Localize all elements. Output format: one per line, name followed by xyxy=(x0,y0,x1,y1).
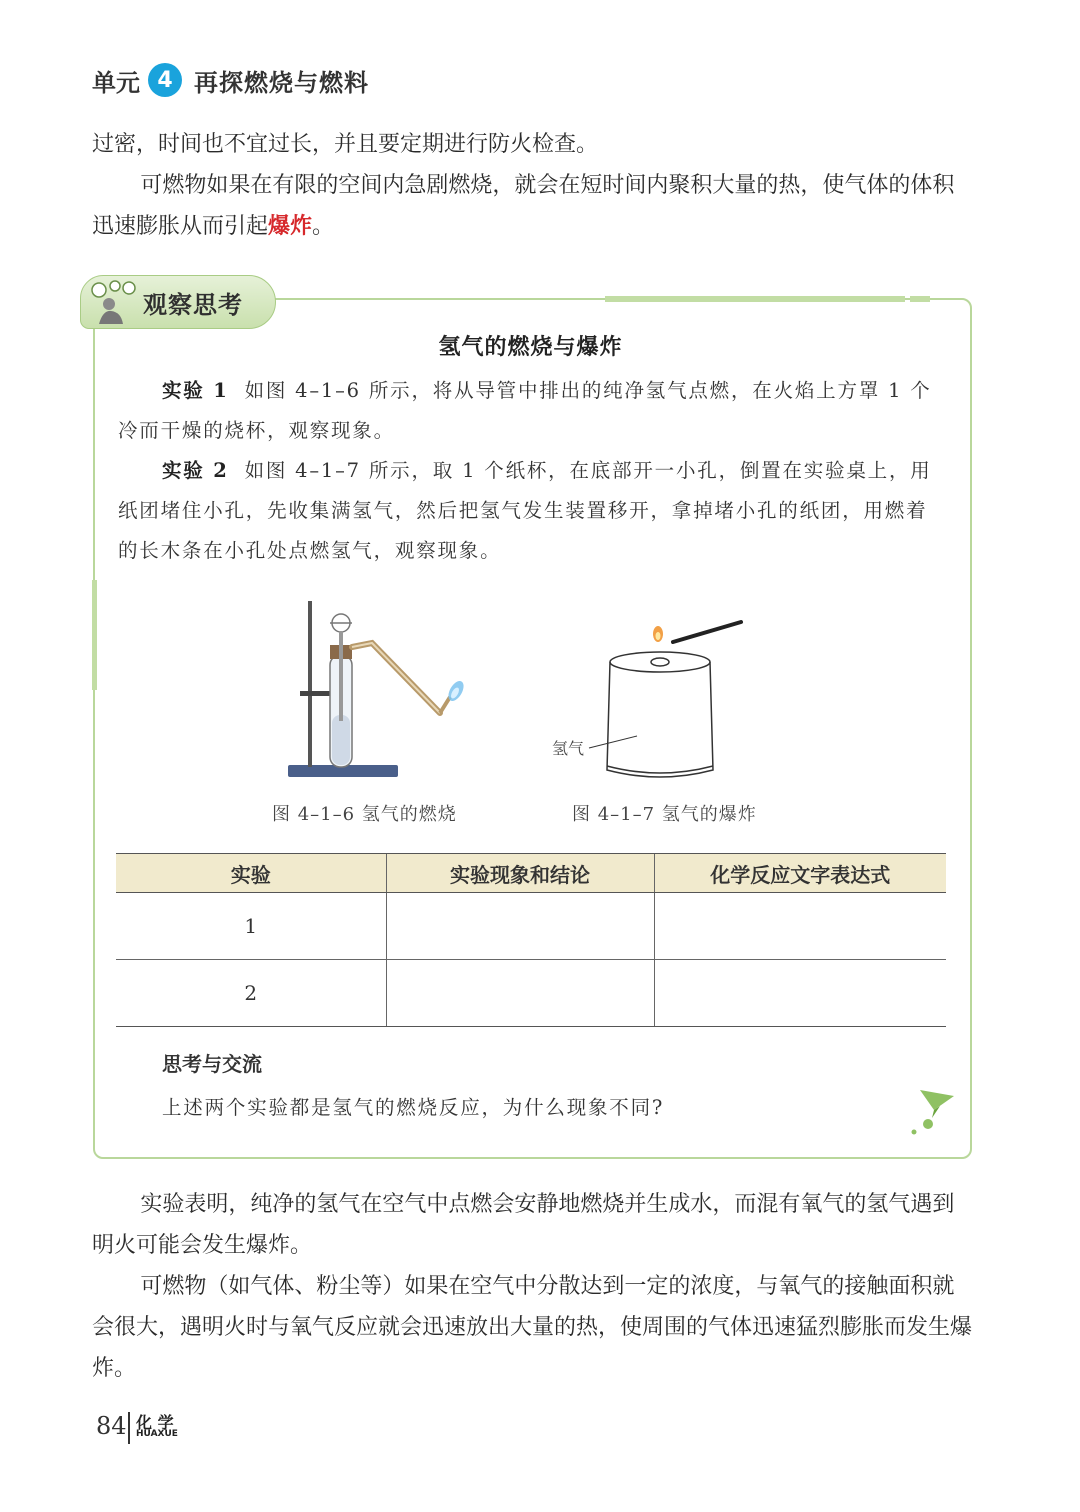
paper-plane-icon xyxy=(900,1082,960,1142)
experiment-title: 氢气的燃烧与爆炸 xyxy=(438,334,623,360)
footer-divider xyxy=(128,1412,130,1444)
section-label: 观察思考 xyxy=(143,290,243,319)
unit-number-badge: 4 xyxy=(148,63,182,97)
paper-cup-illustration xyxy=(545,612,755,787)
unit-title: 再探燃烧与燃料 xyxy=(194,68,369,97)
experiment-1-label: 实验 1 xyxy=(162,379,229,402)
intro-line: 过密，时间也不宜过长，并且要定期进行防火检查。 xyxy=(92,132,599,157)
table-cell: 1 xyxy=(116,893,386,960)
table-row xyxy=(116,893,946,960)
unit-header xyxy=(92,62,369,98)
thinking-person-icon xyxy=(85,278,141,326)
discussion-question: 上述两个实验都是氢气的燃烧反应，为什么现象不同? xyxy=(162,1096,665,1119)
table-header: 实验现象和结论 xyxy=(386,854,654,893)
section-tab xyxy=(80,275,276,329)
table-cell xyxy=(386,893,654,960)
table-header: 化学反应文字表达式 xyxy=(654,854,946,893)
footer-subject-pinyin: HUAXUE xyxy=(136,1429,178,1439)
explanation-paragraph: 可燃物（如气体、粉尘等）如果在空气中分散达到一定的浓度，与氧气的接触面积就会很大，遇明火时与氧气反应就会迅速放出大量的热，使周围的气体迅速猛烈膨胀而发生爆炸。 xyxy=(92,1274,973,1381)
figure-2-caption: 图 4–1–7 氢气的爆炸 xyxy=(572,804,757,825)
box-decor-leftbar xyxy=(92,580,97,690)
discussion-title: 思考与交流 xyxy=(162,1052,262,1076)
table-row xyxy=(116,960,946,1027)
experiment-2-label: 实验 2 xyxy=(162,459,229,482)
hydrogen-apparatus-illustration xyxy=(280,595,480,785)
table-cell xyxy=(654,960,946,1027)
intro-paragraph xyxy=(92,165,972,247)
experiment-1-text: 如图 4–1–6 所示，将从导管中排出的纯净氢气点燃，在火焰上方罩 1 个冷而干燥的烧杯，观察现象。 xyxy=(118,379,932,442)
keyword-explosion: 爆炸 xyxy=(268,213,313,239)
experiment-table xyxy=(116,853,946,1027)
experiment-2 xyxy=(118,451,948,571)
intro-text: 可燃物如果在有限的空间内急剧燃烧，就会在短时间内聚积大量的热，使气体的体积迅速膨胀从而引起 xyxy=(92,173,955,239)
intro-end: 。 xyxy=(312,214,335,239)
footer-subject: 化 学 xyxy=(136,1413,174,1432)
unit-label: 单元 xyxy=(92,68,140,97)
conclusion-paragraph: 实验表明，纯净的氢气在空气中点燃会安静地燃烧并生成水，而混有氧气的氢气遇到明火可能会发生爆炸。 xyxy=(92,1192,955,1258)
table-header: 实验 xyxy=(116,854,386,893)
table-cell xyxy=(654,893,946,960)
table-cell: 2 xyxy=(116,960,386,1027)
page-number: 84 xyxy=(96,1412,127,1440)
experiment-2-text: 如图 4–1–7 所示，取 1 个纸杯，在底部开一小孔，倒置在实验桌上，用纸团堵住小孔，先收集满氢气，然后把氢气发生装置移开，拿掉堵小孔的纸团，用燃着的长木条在小孔处点燃氢气，观察现象。 xyxy=(118,459,932,562)
table-header-row xyxy=(116,854,946,893)
figure-1-caption: 图 4–1–6 氢气的燃烧 xyxy=(272,804,457,825)
box-decor-stripe-small xyxy=(910,296,930,302)
table-cell xyxy=(386,960,654,1027)
box-decor-stripe xyxy=(605,296,905,302)
experiment-1 xyxy=(118,371,948,451)
hydrogen-label: 氢气 xyxy=(552,739,585,758)
